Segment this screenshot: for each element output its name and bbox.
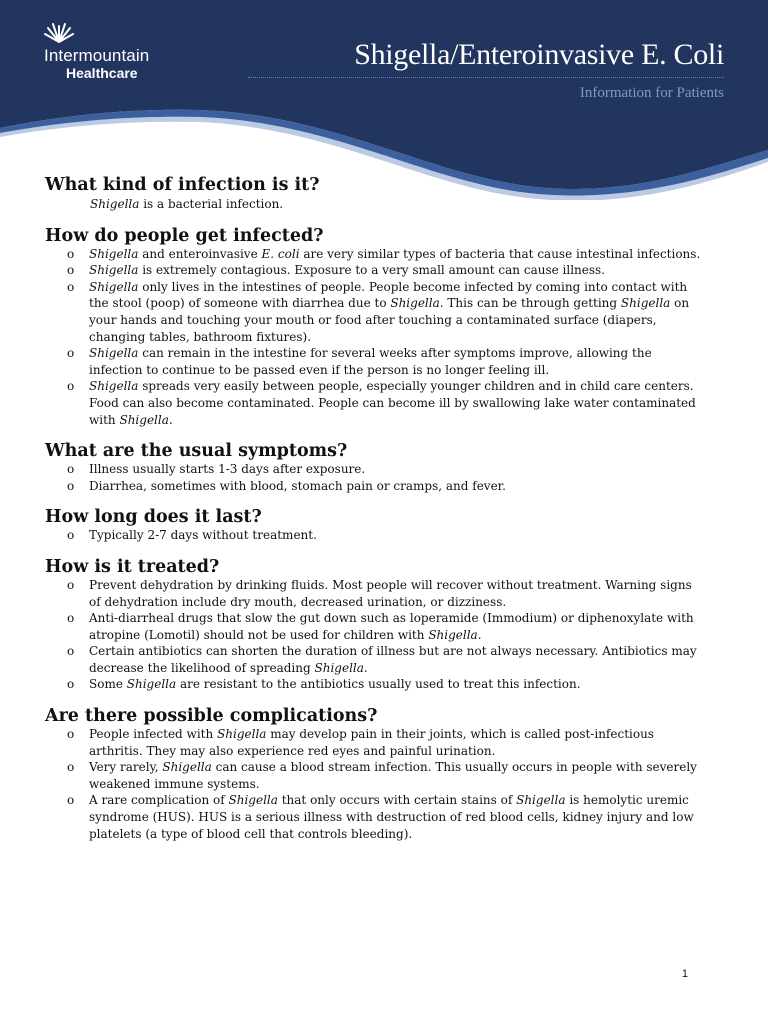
list-item-text: Typically 2-7 days without treatment.	[89, 528, 317, 543]
list-item	[45, 577, 705, 610]
list-item	[45, 759, 705, 792]
bullet-circle-icon: o	[67, 760, 75, 775]
section-heading: How long does it last?	[45, 507, 262, 528]
bullet-circle-icon: o	[67, 246, 75, 261]
bullet-circle-icon: o	[67, 279, 75, 294]
list-item-text: Very rarely,	[89, 760, 163, 775]
list-item-text: People infected with	[89, 727, 218, 742]
list-item-text: can remain in the intestine for several weeks after symptoms improve, allowing the infection to continue to be passed even if the person is no longer feeling ill.	[89, 346, 652, 377]
section-heading: Are there possible complications?	[45, 706, 378, 727]
term-shigella: Shigella	[89, 279, 139, 294]
term-ecoli: E. coli	[261, 246, 300, 261]
list-item-text: is extremely contagious. Exposure to a very small amount can cause illness.	[138, 263, 605, 278]
list-item	[45, 461, 705, 478]
logo-flower-icon	[44, 20, 74, 44]
list-item-text: is hemolytic uremic syndrome (HUS). HUS is a serious illness with destruction of red blood cells, kidney injury and low platelets (a type of blood cell that controls bleeding).	[89, 793, 694, 841]
term-shigella: Shigella	[89, 379, 139, 394]
bullet-circle-icon: o	[67, 263, 75, 278]
term-shigella: Shigella	[126, 677, 177, 692]
list-item	[45, 345, 705, 378]
list-item	[45, 262, 705, 279]
list-item-text: that only occurs with certain stains of	[277, 793, 517, 808]
list-item-text: spreads very easily between people, especially younger children and in child care centers. Food can also become contaminated. People can become ill by swallowing lake water contaminated with	[89, 379, 696, 427]
list-item-text: are very similar types of bacteria that cause intestinal infections.	[299, 246, 701, 261]
bullet-circle-icon: o	[67, 478, 75, 493]
document-body	[45, 175, 705, 855]
term-shigella: Shigella	[89, 246, 139, 261]
bullet-circle-icon: o	[67, 677, 75, 692]
section-heading: How is it treated?	[45, 556, 220, 577]
term-shigella: Shigella	[516, 793, 566, 808]
section-transmission	[45, 226, 705, 429]
list-item-text: and enteroinvasive	[138, 246, 262, 261]
list-item-text: Some	[89, 677, 127, 692]
term-shigella: Shigella.	[119, 412, 173, 427]
page-number: 1	[681, 968, 688, 980]
bullet-circle-icon: o	[67, 577, 75, 592]
section-symptoms	[45, 441, 705, 494]
list-item-text: . This can be through getting	[439, 296, 621, 311]
document-subtitle: Information for Patients	[579, 85, 724, 101]
list-item-text: Diarrhea, sometimes with blood, stomach pain or cramps, and fever.	[89, 478, 506, 493]
document-title: Shigella/Enteroinvasive E. Coli	[354, 38, 724, 71]
bullet-circle-icon: o	[67, 793, 75, 808]
list-item	[45, 478, 705, 495]
term-shigella: Shigella.	[314, 660, 368, 675]
term-shigella: Shigella	[89, 346, 139, 361]
list-item	[45, 246, 705, 263]
bullet-list	[45, 461, 705, 494]
list-item-text: on your hands and touching your mouth or food after touching a contaminated surface (diapers, changing tables, bathroom fixtures).	[89, 296, 690, 344]
term-shigella: Shigella	[217, 727, 267, 742]
section-heading: How do people get infected?	[45, 225, 324, 246]
header-banner	[0, 0, 768, 200]
list-item	[45, 792, 705, 842]
list-item-text: A rare complication of	[89, 793, 229, 808]
list-item-text: Anti-diarrheal drugs that slow the gut down such as loperamide (Immodium) or diphenoxylate with atropine (Lomotil) should not be used for children with	[89, 611, 694, 642]
term-shigella: Shigella.	[428, 627, 482, 642]
paragraph-text: is a bacterial infection.	[139, 197, 284, 211]
logo-name: Intermountain	[44, 46, 150, 65]
section-paragraph	[90, 196, 705, 213]
list-item	[45, 527, 705, 544]
bullet-circle-icon: o	[67, 644, 75, 659]
section-treatment	[45, 557, 705, 693]
section-duration	[45, 507, 705, 544]
bullet-circle-icon: o	[67, 462, 75, 477]
section-heading: What kind of infection is it?	[45, 175, 320, 195]
bullet-circle-icon: o	[67, 379, 75, 394]
list-item	[45, 378, 705, 428]
bullet-circle-icon: o	[67, 528, 75, 543]
list-item	[45, 610, 705, 643]
section-complications	[45, 706, 705, 842]
term-shigella: Shigella	[162, 760, 212, 775]
list-item-text: only lives in the intestines of people. People become infected by coming into contact with the stool (poop) of someone with diarrhea due to	[89, 279, 688, 311]
list-item-text: are resistant to the antibiotics usually used to treat this infection.	[176, 677, 581, 692]
list-item	[45, 279, 705, 345]
bullet-circle-icon: o	[67, 611, 75, 626]
list-item	[45, 676, 705, 693]
list-item	[45, 726, 705, 759]
term-shigella: Shigella	[620, 296, 671, 311]
bullet-list	[45, 527, 705, 544]
bullet-list	[45, 577, 705, 693]
term-shigella: Shigella	[390, 296, 440, 311]
bullet-circle-icon: o	[67, 346, 75, 361]
section-infection-type	[45, 175, 705, 213]
title-divider	[248, 77, 724, 78]
list-item-text: Certain antibiotics can shorten the duration of illness but are not always necessary. Antibiotics may decrease the likelihood of spreading	[89, 644, 697, 675]
list-item-text: Prevent dehydration by drinking fluids. Most people will recover without treatment. Warning signs of dehydration include dry mouth, decreased urination, or dizziness.	[89, 577, 692, 609]
term-shigella: Shigella	[89, 263, 139, 278]
section-heading: What are the usual symptoms?	[45, 441, 348, 462]
bullet-list	[45, 726, 705, 842]
logo-subname: Healthcare	[66, 65, 138, 81]
term-shigella: Shigella	[90, 197, 140, 211]
bullet-circle-icon: o	[67, 727, 75, 742]
list-item	[45, 643, 705, 676]
bullet-list	[45, 246, 705, 429]
list-item-text: may develop pain in their joints, which is called post-infectious arthritis. They may also experience red eyes and painful urination.	[89, 727, 654, 758]
list-item-text: can cause a blood stream infection. This usually occurs in people with severely weakened immune systems.	[89, 760, 697, 791]
term-shigella: Shigella	[228, 793, 278, 808]
list-item-text: Illness usually starts 1-3 days after exposure.	[89, 462, 366, 477]
